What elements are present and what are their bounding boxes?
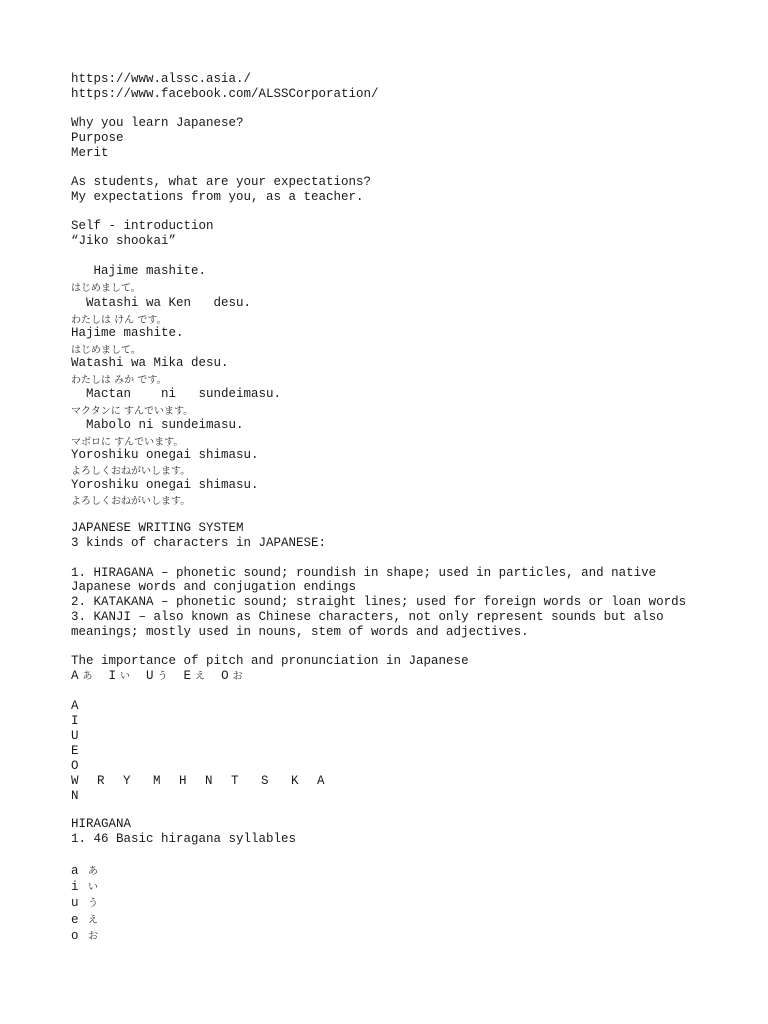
expectations-teacher: My expectations from you, as a teacher. xyxy=(71,190,364,204)
intro-kana: わたしは みか です。 xyxy=(71,375,167,386)
hiragana-row xyxy=(71,896,98,911)
pitch-title: The importance of pitch and pronunciation in Japanese xyxy=(71,654,469,668)
vowel-pair-row xyxy=(71,669,259,684)
vowel-latin: E xyxy=(183,669,192,683)
grid-consonant: W xyxy=(71,774,79,788)
grid-consonant: Y xyxy=(123,774,131,788)
intro-romaji: Mactan ni sundeimasu. xyxy=(71,387,282,401)
intro-kana: よろしくおねがいします。 xyxy=(71,496,191,507)
hiragana-latin: u xyxy=(71,896,79,910)
hiragana-row xyxy=(71,880,98,895)
hiragana-latin: i xyxy=(71,880,79,894)
vowel-latin: O xyxy=(221,669,229,683)
writing-subtitle: 3 kinds of characters in JAPANESE: xyxy=(71,536,327,550)
hiragana-latin: a xyxy=(71,864,79,878)
grid-consonant-row xyxy=(71,774,325,789)
hiragana-kana: え xyxy=(88,915,98,926)
hiragana-title: HIRAGANA xyxy=(71,817,132,831)
grid-vowel: A xyxy=(71,699,79,713)
writing-item-hiragana: 1. HIRAGANA – phonetic sound; roundish in shape; used in particles, and native xyxy=(71,566,657,580)
hiragana-kana: う xyxy=(88,898,98,909)
hiragana-latin: o xyxy=(71,929,79,943)
grid-consonant: M xyxy=(153,774,161,788)
grid-consonant: R xyxy=(97,774,105,788)
intro-kana: マクタンに すんでいます。 xyxy=(71,406,194,417)
intro-kana: マボロに すんでいます。 xyxy=(71,437,184,448)
grid-n: N xyxy=(71,789,79,803)
grid-vowel: E xyxy=(71,744,79,758)
vowel-kana: お xyxy=(232,671,243,682)
vowel-kana: あ xyxy=(82,671,93,682)
intro-kana: はじめまして。 xyxy=(71,283,141,294)
vowel-kana: い xyxy=(120,671,131,682)
grid-vowel: U xyxy=(71,729,79,743)
hiragana-kana: あ xyxy=(88,866,98,877)
hiragana-row xyxy=(71,864,98,879)
vowel-kana: う xyxy=(157,671,168,682)
intro-kana: わたしは けん です。 xyxy=(71,315,167,326)
hiragana-subtitle: 1. 46 Basic hiragana syllables xyxy=(71,832,297,846)
intro-subtitle: “Jiko shookai” xyxy=(71,234,177,248)
hiragana-row xyxy=(71,929,98,944)
grid-consonant: H xyxy=(179,774,187,788)
why-question: Why you learn Japanese? xyxy=(71,116,244,130)
intro-romaji: Hajime mashite. xyxy=(71,326,184,340)
hiragana-kana: い xyxy=(88,882,98,893)
hiragana-latin: e xyxy=(71,913,79,927)
grid-consonant: S xyxy=(261,774,269,788)
link-facebook[interactable]: https://www.facebook.com/ALSSCorporation/ xyxy=(71,87,379,101)
grid-consonant: K xyxy=(291,774,299,788)
writing-item-kanji-cont: meanings; mostly used in nouns, stem of words and adjectives. xyxy=(71,625,529,639)
why-merit: Merit xyxy=(71,146,109,160)
writing-item-kanji: 3. KANJI – also known as Chinese characters, not only represent sounds but also xyxy=(71,610,664,624)
vowel-latin: U xyxy=(146,669,154,683)
intro-kana: はじめまして。 xyxy=(71,345,141,356)
intro-romaji: Mabolo ni sundeimasu. xyxy=(71,418,244,432)
intro-title: Self - introduction xyxy=(71,219,214,233)
grid-consonant: A xyxy=(317,774,325,788)
expectations-students: As students, what are your expectations? xyxy=(71,175,372,189)
writing-item-katakana: 2. KATAKANA – phonetic sound; straight lines; used for foreign words or loan words xyxy=(71,595,687,609)
intro-romaji: Yoroshiku onegai shimasu. xyxy=(71,448,259,462)
writing-title: JAPANESE WRITING SYSTEM xyxy=(71,521,244,535)
grid-consonant: N xyxy=(205,774,213,788)
grid-vowel: O xyxy=(71,759,79,773)
grid-consonant: T xyxy=(231,774,239,788)
link-site[interactable]: https://www.alssc.asia./ xyxy=(71,72,252,86)
hiragana-row xyxy=(71,913,98,928)
why-purpose: Purpose xyxy=(71,131,124,145)
intro-romaji: Watashi wa Mika desu. xyxy=(71,356,229,370)
writing-item-hiragana-cont: Japanese words and conjugation endings xyxy=(71,580,357,594)
vowel-latin: I xyxy=(108,669,117,683)
intro-romaji: Hajime mashite. xyxy=(71,264,207,278)
hiragana-kana: お xyxy=(88,931,98,942)
intro-romaji: Yoroshiku onegai shimasu. xyxy=(71,478,259,492)
vowel-kana: え xyxy=(195,671,206,682)
grid-vowel: I xyxy=(71,714,79,728)
vowel-latin: A xyxy=(71,669,79,683)
intro-kana: よろしくおねがいします。 xyxy=(71,466,191,477)
intro-romaji: Watashi wa Ken desu. xyxy=(71,296,252,310)
